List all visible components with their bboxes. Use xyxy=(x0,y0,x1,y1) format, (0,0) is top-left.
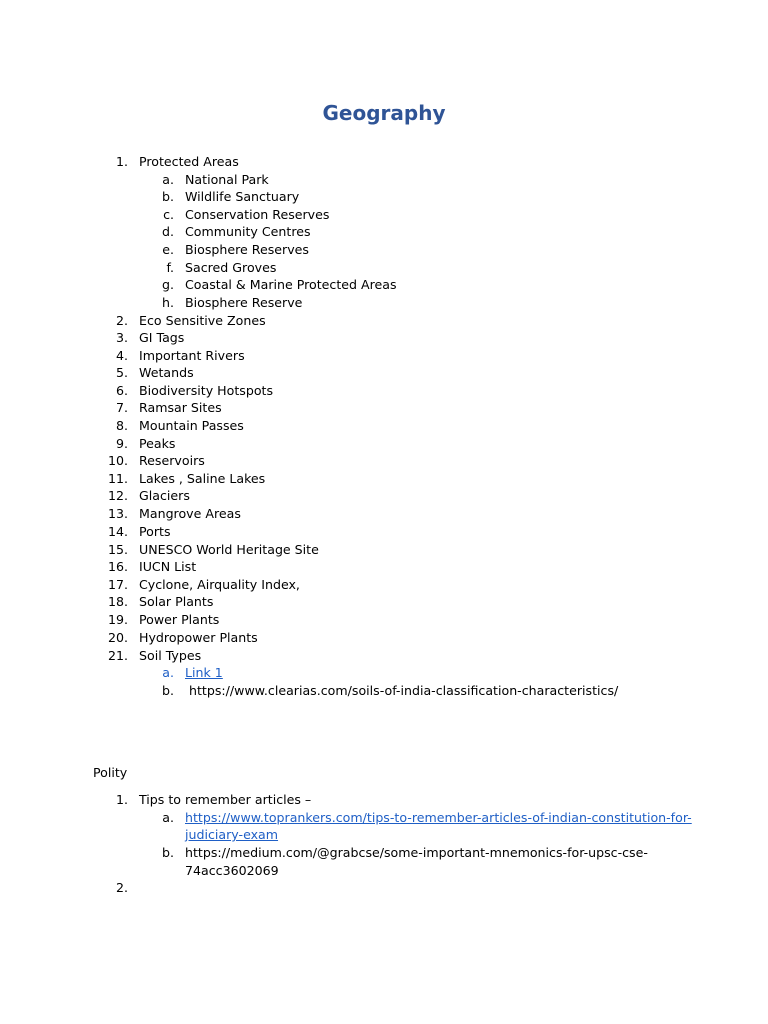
list-item-text: Reservoirs xyxy=(139,453,205,468)
list-item-text: Soil Types xyxy=(139,648,202,663)
list-letter: a. xyxy=(162,665,174,680)
list-number: 17. xyxy=(107,577,128,592)
list-number: 10. xyxy=(107,453,128,468)
list-number: 9. xyxy=(115,436,128,451)
list-item-text: Cyclone, Airquality Index, xyxy=(139,577,300,592)
list-item-text: GI Tags xyxy=(139,330,185,345)
list-item-text: UNESCO World Heritage Site xyxy=(139,542,319,557)
list-number: 12. xyxy=(107,488,128,503)
list-number: 1. xyxy=(115,792,128,807)
list-number: 11. xyxy=(107,471,128,486)
list-item-text: Glaciers xyxy=(139,488,190,503)
list-number: 2. xyxy=(115,313,128,328)
list-item-text: Lakes , Saline Lakes xyxy=(139,471,266,486)
list-letter: a. xyxy=(162,172,174,187)
list-number: 8. xyxy=(115,418,128,433)
list-number: 3. xyxy=(115,330,128,345)
medium-url-text: https://medium.com/@grabcse/some-important-mnemonics-for-upsc-cse- xyxy=(185,845,648,860)
list-number: 21. xyxy=(107,648,128,663)
list-item-text: Solar Plants xyxy=(139,594,214,609)
polity-heading: Polity xyxy=(93,765,128,780)
medium-url-text-continued: 74acc3602069 xyxy=(185,863,279,878)
list-number: 13. xyxy=(107,506,128,521)
toprankers-link-continued[interactable]: judiciary-exam xyxy=(185,827,279,842)
list-number: 6. xyxy=(115,383,128,398)
list-item-text: Wildlife Sanctuary xyxy=(185,189,300,204)
list-item-text: Eco Sensitive Zones xyxy=(139,313,266,328)
list-letter: e. xyxy=(162,242,174,257)
list-number: 19. xyxy=(107,612,128,627)
list-item-text: Wetands xyxy=(139,365,194,380)
soil-types-link-1[interactable]: Link 1 xyxy=(185,665,223,680)
list-number: 5. xyxy=(115,365,128,380)
list-item-text: Sacred Groves xyxy=(185,260,277,275)
list-item-text: Tips to remember articles – xyxy=(139,792,312,807)
list-item-text: Coastal & Marine Protected Areas xyxy=(185,277,397,292)
list-letter: h. xyxy=(162,295,174,310)
page-title: Geography xyxy=(322,101,446,125)
list-item-text: Mountain Passes xyxy=(139,418,244,433)
list-item-text: Power Plants xyxy=(139,612,220,627)
list-item-text: Community Centres xyxy=(185,224,311,239)
list-letter: c. xyxy=(163,207,174,222)
list-item-text: Biosphere Reserve xyxy=(185,295,303,310)
list-item-text: Mangrove Areas xyxy=(139,506,241,521)
clearias-url-text: https://www.clearias.com/soils-of-india-classification-characteristics/ xyxy=(185,683,619,698)
list-letter: b. xyxy=(162,683,174,698)
list-letter: f. xyxy=(166,260,174,275)
list-letter: a. xyxy=(162,810,174,825)
list-letter: b. xyxy=(162,845,174,860)
list-item-text: Conservation Reserves xyxy=(185,207,330,222)
list-number: 18. xyxy=(107,594,128,609)
list-item-text: Protected Areas xyxy=(139,154,239,169)
list-item-text: Important Rivers xyxy=(139,348,245,363)
list-number: 14. xyxy=(107,524,128,539)
list-number: 16. xyxy=(107,559,128,574)
list-number: 4. xyxy=(115,348,128,363)
list-item-text: Biosphere Reserves xyxy=(185,242,309,257)
list-number: 20. xyxy=(107,630,128,645)
toprankers-link[interactable]: https://www.toprankers.com/tips-to-remember-articles-of-indian-constitution-for- xyxy=(185,810,692,825)
list-number: 2. xyxy=(115,880,128,895)
list-number: 1. xyxy=(115,154,128,169)
list-item-text: IUCN List xyxy=(139,559,197,574)
list-item-text: Hydropower Plants xyxy=(139,630,258,645)
list-number: 7. xyxy=(115,400,128,415)
list-item-text: Ramsar Sites xyxy=(139,400,222,415)
list-item-text: National Park xyxy=(185,172,269,187)
list-item-text: Biodiversity Hotspots xyxy=(139,383,274,398)
list-letter: d. xyxy=(162,224,174,239)
list-item-text: Peaks xyxy=(139,436,176,451)
list-number: 15. xyxy=(107,542,128,557)
list-letter: b. xyxy=(162,189,174,204)
list-item-text: Ports xyxy=(139,524,171,539)
list-letter: g. xyxy=(162,277,174,292)
